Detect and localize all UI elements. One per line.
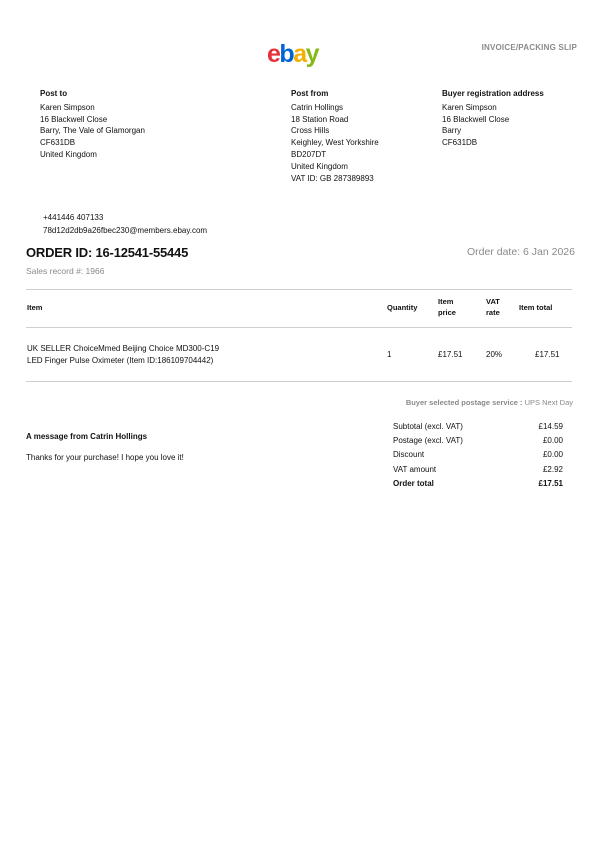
header-line: Item bbox=[438, 297, 454, 306]
buyer-registration-heading: Buyer registration address bbox=[442, 89, 544, 98]
buyer-registration-block bbox=[442, 88, 544, 149]
address-line: 18 Station Road bbox=[291, 114, 349, 124]
totals-value: £17.51 bbox=[538, 478, 563, 488]
totals-label: Subtotal (excl. VAT) bbox=[393, 422, 463, 431]
postage-label: Buyer selected postage service : bbox=[405, 398, 523, 407]
vat-id: VAT ID: GB 287389893 bbox=[291, 173, 374, 183]
postage-value: UPS Next Day bbox=[524, 398, 573, 407]
ebay-logo bbox=[267, 38, 318, 70]
address-line: 16 Blackwell Close bbox=[40, 114, 108, 124]
col-header-item-total: Item total bbox=[519, 303, 553, 312]
address-line: Cross Hills bbox=[291, 126, 330, 136]
table-header-rule bbox=[26, 327, 572, 328]
header-line: VAT bbox=[486, 297, 500, 306]
item-quantity: 1 bbox=[387, 350, 392, 359]
item-line: LED Finger Pulse Oximeter (Item ID:186109704442) bbox=[27, 356, 214, 365]
seller-message-body: Thanks for your purchase! I hope you love it! bbox=[26, 453, 184, 462]
col-header-item-price bbox=[438, 296, 456, 318]
address-line: Barry bbox=[442, 126, 462, 136]
totals-label: Discount bbox=[393, 450, 425, 460]
seller-message-heading: A message from Catrin Hollings bbox=[26, 432, 148, 441]
order-totals bbox=[393, 420, 563, 491]
totals-label: Order total bbox=[393, 478, 434, 488]
table-bottom-rule bbox=[26, 381, 572, 382]
totals-value: £2.92 bbox=[542, 464, 563, 474]
address-line: Keighley, West Yorkshire bbox=[291, 138, 379, 148]
post-to-heading: Post to bbox=[40, 89, 68, 98]
address-line: Catrin Hollings bbox=[291, 102, 344, 112]
totals-label: Postage (excl. VAT) bbox=[393, 436, 463, 446]
item-description bbox=[27, 343, 367, 367]
totals-value: £0.00 bbox=[542, 450, 563, 460]
totals-label: VAT amount bbox=[393, 464, 437, 474]
item-line: UK SELLER ChoiceMmed Beijing Choice MD300-C19 bbox=[27, 344, 220, 353]
post-to-block bbox=[40, 88, 145, 161]
sales-record: Sales record #: 1966 bbox=[26, 266, 105, 276]
totals-row bbox=[393, 420, 563, 434]
item-price: £17.51 bbox=[438, 350, 463, 359]
post-from-block bbox=[291, 88, 379, 184]
col-header-vat-rate bbox=[486, 296, 500, 318]
address-line: 16 Blackwell Close bbox=[442, 114, 510, 124]
post-from-heading: Post from bbox=[291, 89, 329, 98]
header-line: price bbox=[438, 308, 456, 317]
order-total-row bbox=[393, 477, 563, 491]
order-date: Order date: 6 Jan 2026 bbox=[467, 246, 575, 258]
address-line: Karen Simpson bbox=[442, 102, 497, 112]
item-vat-rate: 20% bbox=[486, 350, 503, 359]
address-line: CF631DB bbox=[40, 138, 76, 148]
address-line: United Kingdom bbox=[40, 149, 97, 159]
table-top-rule bbox=[26, 289, 572, 290]
logo-letter: e bbox=[267, 40, 280, 68]
logo-letter: a bbox=[293, 40, 306, 68]
buyer-email: 78d12d2db9a26fbec230@members.ebay.com bbox=[43, 226, 208, 235]
address-line: United Kingdom bbox=[291, 161, 348, 171]
postage-service bbox=[406, 398, 573, 407]
order-id: ORDER ID: 16-12541-55445 bbox=[26, 245, 189, 260]
address-line: Karen Simpson bbox=[40, 102, 95, 112]
item-total: £17.51 bbox=[535, 350, 560, 359]
col-header-quantity: Quantity bbox=[387, 303, 418, 312]
document-title: INVOICE/PACKING SLIP bbox=[481, 43, 577, 52]
buyer-contact bbox=[43, 211, 207, 237]
totals-row bbox=[393, 434, 563, 448]
address-line: BD207DT bbox=[291, 149, 327, 159]
totals-value: £0.00 bbox=[542, 436, 563, 446]
totals-value: £14.59 bbox=[538, 422, 563, 431]
logo-letter: y bbox=[305, 40, 318, 68]
address-line: CF631DB bbox=[442, 138, 478, 148]
logo-letter: b bbox=[279, 40, 294, 68]
totals-row bbox=[393, 448, 563, 462]
buyer-phone: +441446 407133 bbox=[43, 213, 104, 222]
address-line: Barry, The Vale of Glamorgan bbox=[40, 126, 145, 136]
header-line: rate bbox=[486, 308, 500, 317]
col-header-item: Item bbox=[27, 303, 43, 312]
totals-row bbox=[393, 463, 563, 477]
